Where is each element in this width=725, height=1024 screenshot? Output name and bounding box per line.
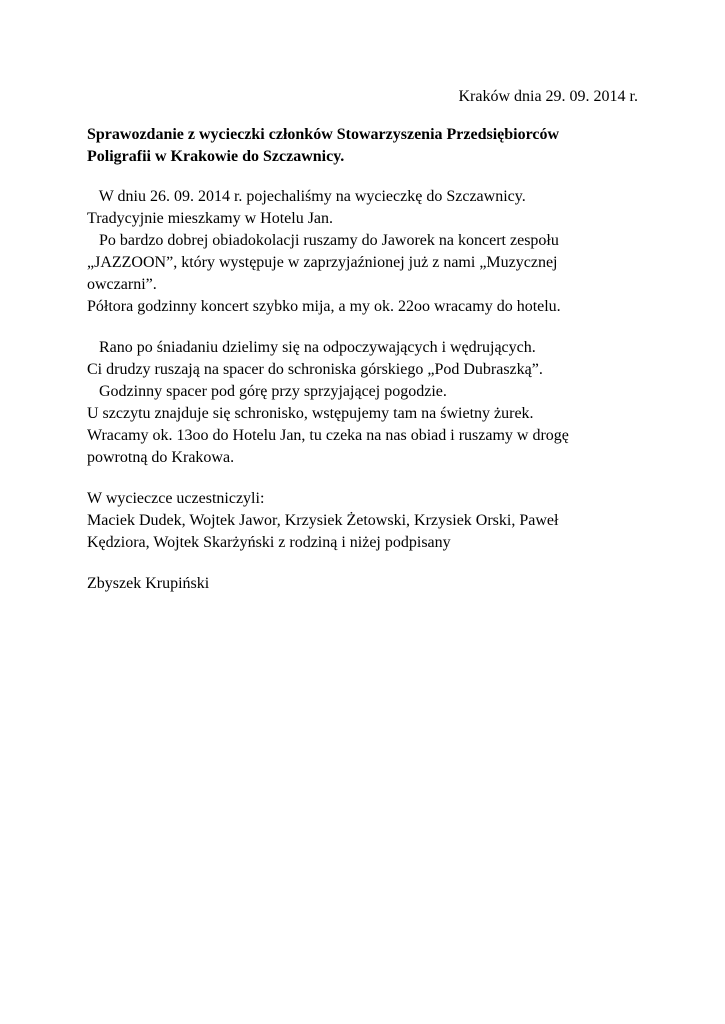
paragraph-trip-start bbox=[87, 186, 647, 318]
text-line: Kędziora, Wojtek Skarżyński z rodziną i niżej podpisany bbox=[87, 534, 451, 551]
text-line: Tradycyjnie mieszkamy w Hotelu Jan. bbox=[87, 210, 334, 227]
signature-name: Zbyszek Krupiński bbox=[87, 575, 210, 592]
text-line: Rano po śniadaniu dzielimy się na odpoczywających i wędrujących. bbox=[87, 339, 536, 356]
paragraph-second-day bbox=[87, 337, 647, 469]
document-title bbox=[87, 124, 647, 168]
paragraph-participants bbox=[87, 488, 647, 554]
text-line: Wracamy ok. 13oo do Hotelu Jan, tu czeka na nas obiad i ruszamy w drogę bbox=[87, 427, 569, 444]
text-line: Maciek Dudek, Wojtek Jawor, Krzysiek Żetowski, Krzysiek Orski, Paweł bbox=[87, 512, 559, 529]
text-line: owczarni”. bbox=[87, 276, 157, 293]
date-line: Kraków dnia 29. 09. 2014 r. bbox=[458, 88, 638, 105]
title-line: Sprawozdanie z wycieczki członków Stowarzyszenia Przedsiębiorców bbox=[87, 126, 560, 143]
text-line: Po bardzo dobrej obiadokolacji ruszamy do Jaworek na koncert zespołu bbox=[87, 232, 559, 249]
text-line: „JAZZOON”, który występuje w zaprzyjaźnionej już z nami „Muzycznej bbox=[87, 254, 558, 271]
title-line: Poligrafii w Krakowie do Szczawnicy. bbox=[87, 148, 345, 165]
text-line: W dniu 26. 09. 2014 r. pojechaliśmy na wycieczkę do Szczawnicy. bbox=[87, 188, 526, 205]
text-line: U szczytu znajduje się schronisko, wstępujemy tam na świetny żurek. bbox=[87, 405, 534, 422]
text-line: powrotną do Krakowa. bbox=[87, 449, 235, 466]
text-line: Godzinny spacer pod górę przy sprzyjającej pogodzie. bbox=[87, 383, 447, 400]
text-line: W wycieczce uczestniczyli: bbox=[87, 490, 265, 507]
document-body bbox=[87, 124, 647, 595]
text-line: Ci drudzy ruszają na spacer do schroniska górskiego „Pod Dubraszką”. bbox=[87, 361, 543, 378]
text-line: Półtora godzinny koncert szybko mija, a my ok. 22oo wracamy do hotelu. bbox=[87, 298, 561, 315]
